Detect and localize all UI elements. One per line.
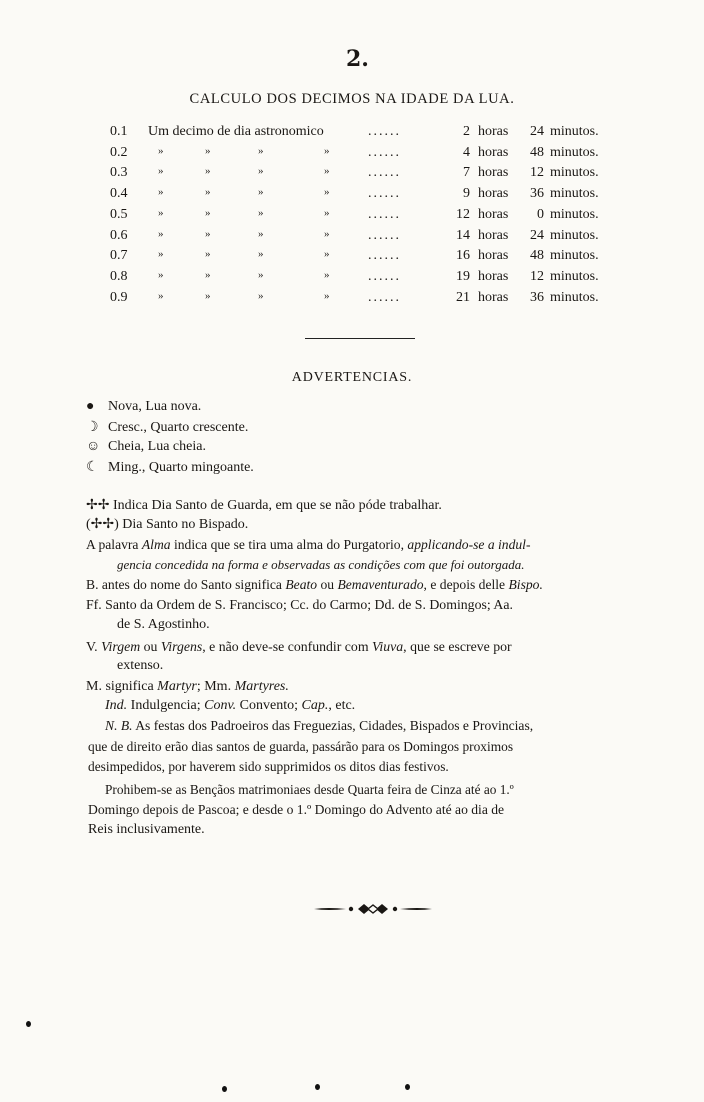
row-index: 0.2 (110, 144, 128, 160)
ditto-mark: » (205, 144, 211, 157)
row-minutes: 12 (530, 165, 544, 181)
ditto-mark: » (324, 186, 330, 199)
phase-last-quarter (86, 459, 254, 476)
ditto-mark: » (324, 227, 330, 240)
leader-dots: ...... (368, 227, 401, 243)
ditto-mark: » (158, 248, 164, 261)
row-hours: 12 (456, 206, 470, 222)
orders-note-cont: de S. Agostinho. (117, 617, 210, 632)
phase-text: Cresc., Quarto crescente. (108, 420, 249, 435)
leader-dots: ...... (368, 268, 401, 284)
ditto-mark: » (258, 186, 264, 199)
phase-text: Cheia, Lua cheia. (108, 439, 206, 454)
ditto-mark: » (324, 165, 330, 178)
ditto-mark: » (258, 227, 264, 240)
crescent-moon-icon: ☽ (86, 420, 99, 435)
prohibem-note-line-3: Reis inclusivamente. (88, 822, 205, 837)
minutes-label: minutos. (550, 227, 599, 243)
hours-label: horas (478, 227, 509, 243)
row-index: 0.9 (110, 289, 128, 305)
saint-day-note: ✢✢ Indica Dia Santo de Guarda, em que se não póde trabalhar. (86, 498, 442, 513)
ditto-mark: » (324, 289, 330, 302)
martyr-note: M. significa Martyr; Mm. Martyres. (86, 679, 289, 694)
minutes-label: minutos. (550, 165, 599, 181)
table-row (110, 124, 630, 144)
minutes-label: minutos. (550, 186, 599, 202)
minutes-label: minutos. (550, 289, 599, 305)
ditto-mark: » (158, 227, 164, 240)
ditto-mark: » (205, 227, 211, 240)
row-minutes: 12 (530, 268, 544, 284)
row-index: 0.5 (110, 206, 128, 222)
minutes-label: minutos. (550, 248, 599, 264)
ditto-mark: » (205, 206, 211, 219)
hours-label: horas (478, 206, 509, 222)
ditto-mark: » (205, 165, 211, 178)
leader-dots: ...... (368, 165, 401, 181)
row-description: Um decimo de dia astronomico (148, 124, 324, 139)
row-hours: 19 (456, 268, 470, 284)
row-minutes: 24 (530, 227, 544, 243)
ditto-mark: » (258, 289, 264, 302)
row-hours: 14 (456, 227, 470, 243)
nb-note: N. B. As festas dos Padroeiros das Freguezias, Cidades, Bispados e Provincias, (105, 718, 534, 733)
phase-text: Nova, Lua nova. (108, 399, 202, 414)
ditto-mark: » (324, 206, 330, 219)
abbreviations-note: Ind. Indulgencia; Conv. Convento; Cap., etc. (105, 698, 356, 713)
full-moon-icon: ☺ (86, 439, 101, 454)
minutes-label: minutos. (550, 206, 599, 222)
hours-label: horas (478, 268, 509, 284)
row-index: 0.7 (110, 248, 128, 264)
nb-note-line-2: que de direito erão dias santos de guarda, passárão para os Domingos proximos (88, 739, 514, 754)
ditto-mark: » (258, 206, 264, 219)
table-row (110, 145, 630, 165)
ornament-divider-icon (312, 900, 434, 918)
row-minutes: 36 (530, 186, 544, 202)
ditto-mark: » (205, 248, 211, 261)
ditto-mark: » (258, 268, 264, 281)
table-title: CALCULO DOS DECIMOS NA IDADE DA LUA. (189, 91, 515, 107)
ditto-mark: » (324, 268, 330, 281)
hours-label: horas (478, 289, 509, 305)
prohibem-note-line-2: Domingo depois de Pascoa; e desde o 1.º Domingo do Advento até ao dia de (88, 802, 505, 817)
alma-note-cont: gencia concedida na forma e observadas as condições com que foi outorgada. (117, 557, 525, 572)
nb-note-line-3: desimpedidos, por haverem sido supprimidos os ditos dias festivos. (88, 759, 449, 774)
ink-speck (26, 1021, 31, 1027)
ink-speck (405, 1084, 410, 1090)
hours-label: horas (478, 144, 509, 160)
row-index: 0.8 (110, 268, 128, 284)
phase-text: Ming., Quarto mingoante. (108, 460, 254, 475)
table-row (110, 207, 630, 227)
row-minutes: 24 (530, 124, 544, 139)
minutes-label: minutos. (550, 268, 599, 284)
row-hours: 21 (456, 289, 470, 305)
hours-label: horas (478, 248, 509, 264)
row-minutes: 36 (530, 289, 544, 305)
ditto-mark: » (205, 268, 211, 281)
phase-first-quarter (86, 419, 248, 436)
row-hours: 2 (463, 124, 470, 139)
prohibem-note: Prohibem-se as Bençãos matrimoniaes desde Quarta feira de Cinza até ao 1.º (105, 782, 514, 797)
leader-dots: ...... (368, 289, 401, 305)
ditto-mark: » (258, 144, 264, 157)
leader-dots: ...... (368, 248, 401, 264)
waning-moon-icon: ☾ (86, 460, 99, 475)
ditto-mark: » (258, 248, 264, 261)
table-row (110, 269, 630, 289)
leader-dots: ...... (368, 206, 401, 222)
leader-dots: ...... (368, 144, 401, 160)
minutes-label: minutos. (550, 144, 599, 160)
hours-label: horas (478, 165, 509, 181)
minutes-label: minutos. (550, 124, 599, 139)
ditto-mark: » (324, 144, 330, 157)
orders-note: Ff. Santo da Ordem de S. Francisco; Cc. do Carmo; Dd. de S. Domingos; Aa. (86, 597, 513, 612)
phase-full-moon (86, 439, 206, 455)
row-minutes: 48 (530, 144, 544, 160)
table-row (110, 165, 630, 185)
phase-new-moon (86, 399, 201, 415)
row-minutes: 0 (537, 206, 544, 222)
advertencias-title: ADVERTENCIAS. (291, 370, 413, 385)
ditto-mark: » (158, 206, 164, 219)
row-hours: 4 (463, 144, 470, 160)
alma-note: A palavra Alma indica que se tira uma alma do Purgatorio, applicando-se a indul- (86, 537, 531, 552)
ditto-mark: » (258, 165, 264, 178)
ditto-mark: » (324, 248, 330, 261)
table-row (110, 186, 630, 206)
table-row (110, 290, 630, 310)
row-index: 0.3 (110, 165, 128, 181)
cross-icon: ✢✢ (86, 498, 110, 513)
row-hours: 9 (463, 186, 470, 202)
virgem-note: V. Virgem ou Virgens, e não deve-se confundir com Viuva, que se escreve por (86, 639, 512, 654)
leader-dots: ...... (368, 124, 401, 139)
row-index: 0.4 (110, 186, 128, 202)
leader-dots: ...... (368, 186, 401, 202)
ditto-mark: » (158, 144, 164, 157)
ditto-mark: » (158, 165, 164, 178)
hours-label: horas (478, 124, 509, 139)
ditto-mark: » (158, 268, 164, 281)
new-moon-icon: ● (86, 399, 95, 414)
ditto-mark: » (205, 186, 211, 199)
divider-rule (305, 338, 415, 339)
row-index: 0.6 (110, 227, 128, 243)
table-row (110, 228, 630, 248)
row-hours: 16 (456, 248, 470, 264)
cross-icon: (✢✢) (86, 517, 119, 532)
bishopric-note: (✢✢) Dia Santo no Bispado. (86, 517, 249, 532)
row-hours: 7 (463, 165, 470, 181)
ditto-mark: » (158, 186, 164, 199)
ditto-mark: » (158, 289, 164, 302)
page-number: 2. (346, 46, 369, 72)
ink-speck (315, 1084, 320, 1090)
row-index: 0.1 (110, 124, 128, 139)
hours-label: horas (478, 186, 509, 202)
ink-speck (222, 1086, 227, 1092)
table-row (110, 248, 630, 268)
ditto-mark: » (205, 289, 211, 302)
virgem-note-cont: extenso. (117, 658, 164, 673)
row-minutes: 48 (530, 248, 544, 264)
beato-note: B. antes do nome do Santo significa Beato ou Bemaventurado, e depois delle Bispo. (86, 577, 543, 592)
